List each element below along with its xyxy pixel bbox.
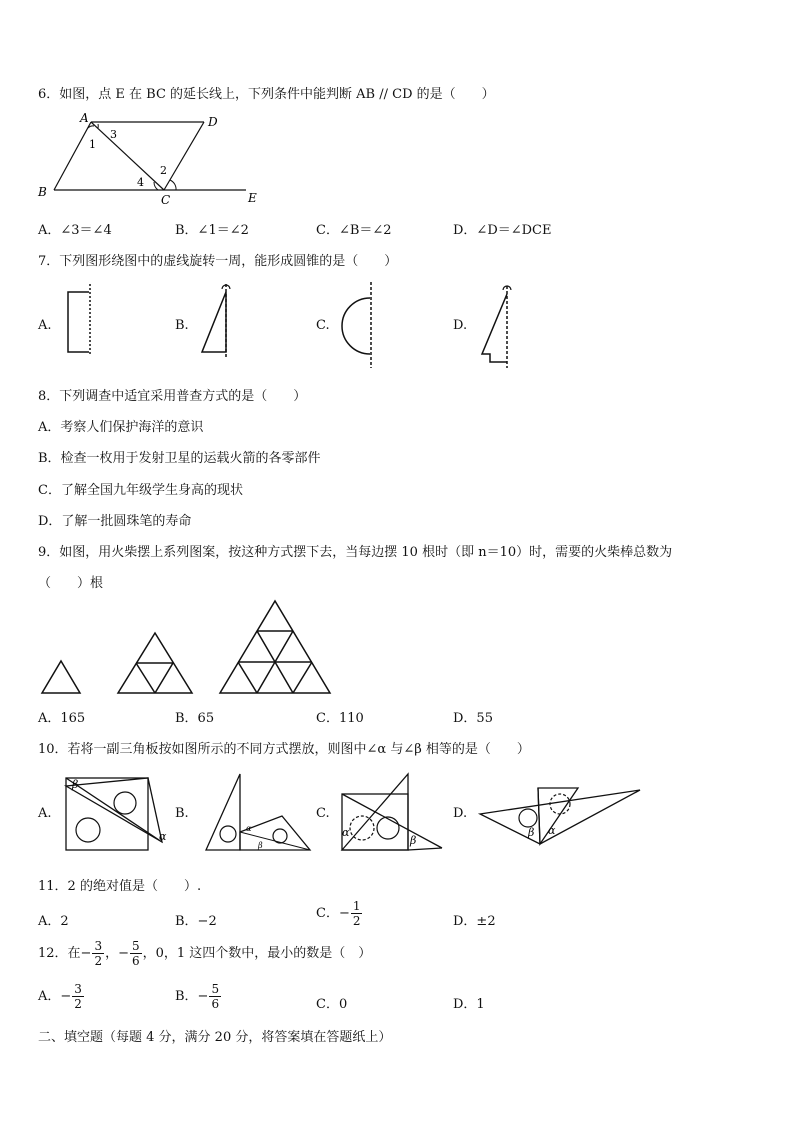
q11-stem: 11．2 的绝对值是（ ）. [38,879,202,894]
q6-option-c: C．∠B＝∠2 [316,223,392,238]
q6-stem: 6．如图，点 E 在 BC 的延长线上，下列条件中能判断 AB // CD 的是（ ） [38,87,495,102]
label-1: 1 [89,138,96,151]
label-d: D [208,115,218,129]
q9-stem-continued: （ ）根 [38,576,104,591]
label-a: A [80,112,89,125]
q6-option-a: A．∠3＝∠4 [38,223,112,238]
q11-option-c: C．− $\frac{1}{2}$ [316,899,361,928]
q7-option-d: D. [453,318,468,333]
q10-option-b: B. [175,806,189,821]
q10-stem: 10．若将一副三角板按如图所示的不同方式摆放，则图中∠α 与∠β 相等的是（ ） [38,742,530,757]
q8-stem: 8．下列调查中适宜采用普查方式的是（ ） [38,389,307,404]
alpha-label-c: α [342,826,350,839]
q10-figure-a [62,770,172,854]
q9-stem: 9．如图，用火柴摆上系列图案，按这种方式摆下去，当每边摆 10 根时（即 n＝10）时，需要的火柴棒总数为 [38,545,673,560]
beta-label-a: β [72,778,79,791]
q10-option-d: D. [453,806,468,821]
alpha-label-a: α [159,830,167,843]
q11-option-d: D．±2 [453,914,496,929]
alpha-label-b: α [246,824,252,833]
q9-option-d: D．55 [453,711,493,726]
q7-triangle-figure [198,280,238,360]
q9-option-a: A．165 [38,711,86,726]
label-e: E [248,191,257,205]
q10-figure-c [338,770,448,854]
q9-option-b: B．65 [175,711,215,726]
fraction-one-half: $\frac{1}{2}$ [352,899,361,928]
beta-label-b: β [258,841,263,850]
q12-option-a: A．− $\frac{3}{2}$ [38,982,82,1011]
q8-option-c: C．了解全国九年级学生身高的现状 [38,483,243,498]
q10-figure-b [200,770,320,854]
q7-stepped-triangle-figure [478,280,518,370]
q9-option-c: C．110 [316,711,364,726]
beta-label-d: β [528,826,535,839]
q8-option-b: B．检查一枚用于发射卫星的运载火箭的各零部件 [38,451,321,466]
q6-parallelogram-figure [36,112,266,207]
q11-option-b: B．−2 [175,914,217,929]
q10-option-c: C. [316,806,330,821]
q12-option-c: C．0 [316,997,348,1012]
q12-option-d: D．1 [453,997,485,1012]
q10-figure-d [476,780,646,850]
q10-option-a: A. [38,806,52,821]
q7-stem: 7．下列图形绕图中的虚线旋转一周，能形成圆锥的是（ ） [38,254,398,269]
q9-matchstick-triangles-figure [36,598,336,698]
section-heading: 二、填空题（每题 4 分，满分 20 分，将答案填在答题纸上） [38,1030,392,1045]
beta-label-c: β [410,834,417,847]
q7-option-b: B. [175,318,189,333]
q6-option-b: B．∠1＝∠2 [175,223,249,238]
q7-option-c: C. [316,318,330,333]
q6-option-d: D．∠D＝∠DCE [453,223,552,238]
label-b: B [38,185,47,199]
q7-semicircle-figure [338,280,378,370]
q12-stem: 12．在− $\frac{3}{2}$ ，− $\frac{5}{6}$ ，0，1 这四个数中，最小的数是（ ） [38,939,372,968]
q7-rectangle-figure [62,282,102,358]
q11-option-a: A．2 [38,914,69,929]
q7-option-a: A. [38,318,52,333]
label-3: 3 [110,128,117,141]
label-4: 4 [137,176,144,189]
q8-option-d: D．了解一批圆珠笔的寿命 [38,514,192,529]
q8-option-a: A．考察人们保护海洋的意识 [38,420,204,435]
q12-option-b: B．− $\frac{5}{6}$ [175,982,220,1011]
alpha-label-d: α [548,824,556,837]
label-2: 2 [160,164,167,177]
label-c: C [161,193,171,207]
